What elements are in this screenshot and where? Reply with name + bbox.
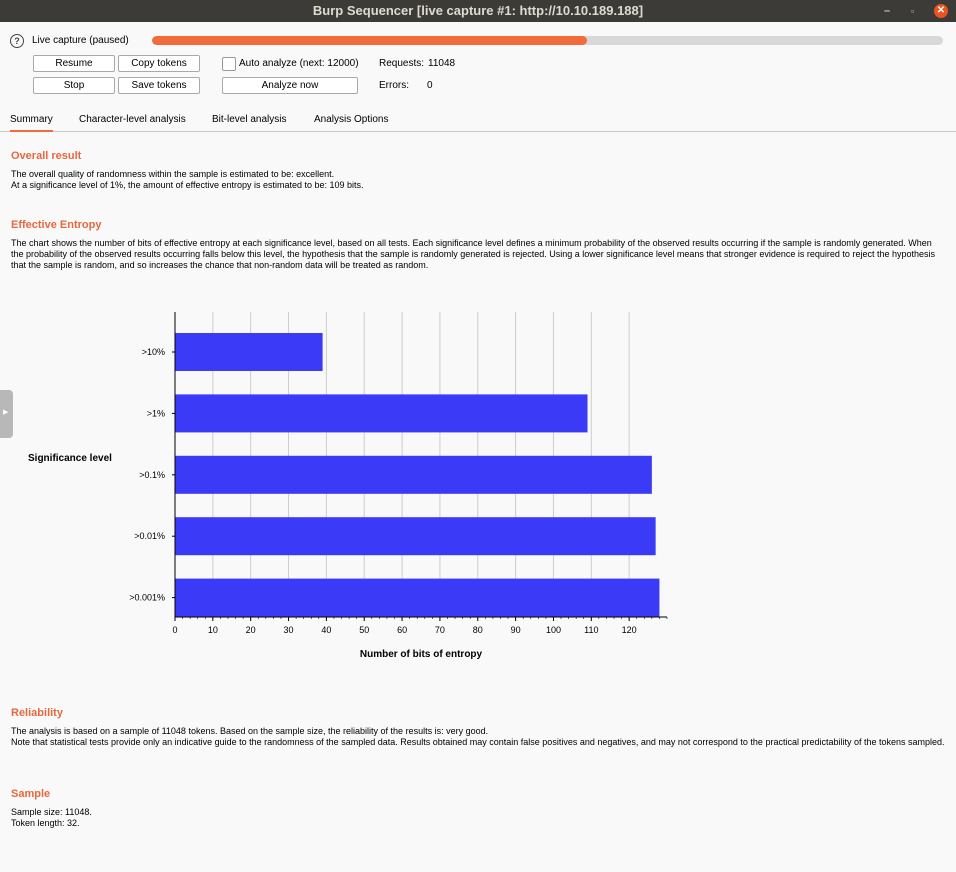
chart-ylabel: Significance level [28,453,112,464]
maximize-icon[interactable]: ▫ [911,6,915,16]
y-tick-label: >0.01% [134,531,165,542]
resume-button[interactable]: Resume [33,55,115,72]
x-tick-label: 80 [472,625,483,635]
reliability-line1: The analysis is based on a sample of 11048 tokens. Based on the sample size, the reliability of the results is: very good. [11,726,489,736]
sample-heading: Sample [11,788,51,800]
capture-progress-fill [152,36,587,45]
overall-result-line2: At a significance level of 1%, the amount of effective entropy is estimated to be: 109 bits. [11,180,364,190]
auto-analyze-checkbox[interactable] [222,57,236,71]
tab-bar [0,110,956,132]
capture-progress-bar [152,36,943,45]
entropy-chart [0,290,956,690]
bar [175,394,588,432]
save-tokens-button[interactable]: Save tokens [118,77,200,94]
close-icon[interactable]: ✕ [934,4,948,18]
analyze-now-button[interactable]: Analyze now [222,77,358,94]
x-tick-label: 50 [359,625,370,635]
title-bar [0,0,956,22]
x-tick-label: 30 [283,625,294,635]
sample-size: Sample size: 11048. [11,807,92,817]
overall-result-heading: Overall result [11,150,82,162]
x-tick-label: 0 [172,625,178,635]
errors-label: Errors: [379,80,409,91]
x-tick-label: 100 [545,625,561,635]
x-tick-label: 40 [321,625,332,635]
expand-arrow-icon: ▶ [3,409,9,416]
y-tick-label: >1% [146,408,165,419]
bar [175,579,659,617]
errors-value: 0 [427,80,433,91]
minimize-icon[interactable]: – [884,5,891,17]
y-tick-label: >10% [141,347,165,357]
tab-bit-level-analysis[interactable]: Bit-level analysis [212,114,287,125]
bar [175,333,323,371]
reliability-heading: Reliability [11,707,63,719]
x-tick-label: 70 [434,625,445,635]
capture-status: Live capture (paused) [32,35,129,46]
chart-xlabel: Number of bits of entropy [359,649,483,660]
requests-label: Requests: [379,58,425,69]
bar [175,456,652,494]
effective-entropy-heading: Effective Entropy [11,219,102,231]
x-tick-label: 110 [584,625,599,635]
bar [175,517,656,555]
y-tick-label: >0.1% [139,469,165,480]
tab-summary[interactable]: Summary [10,114,53,132]
x-tick-label: 60 [397,625,408,635]
auto-analyze-label: Auto analyze (next: 12000) [239,58,359,69]
tab-character-level-analysis[interactable]: Character-level analysis [79,114,186,125]
requests-value: 11048 [428,58,456,69]
x-tick-label: 120 [621,625,637,635]
x-tick-label: 90 [510,625,521,635]
y-tick-label: >0.001% [129,592,165,603]
x-tick-label: 10 [207,625,218,635]
copy-tokens-button[interactable]: Copy tokens [118,55,200,72]
tab-analysis-options[interactable]: Analysis Options [314,114,389,125]
token-length: Token length: 32. [11,818,80,828]
overall-result-line1: The overall quality of randomness within the sample is estimated to be: excellent. [11,169,335,179]
stop-button[interactable]: Stop [33,77,115,94]
help-icon[interactable]: ? [10,34,24,48]
reliability-line2: Note that statistical tests provide only an indicative guide to the randomness of the sampled data. Results obtained may contain false positives and negatives, and may not correspond to the practical predictability of the tokens sampled. [11,737,945,747]
effective-entropy-text: The chart shows the number of bits of effective entropy at each significance level, based on all tests. Each significance level defines a minimum probability of the observed results occurring if the sample is randomly generated. When the probability of the observed results occurring falls below this level, the hypothesis that the sample is randomly generated is rejected. Using a lower significance level means that stronger evidence is required to reject the hypothesis that the sample is random, and so increases the chance that non-random data will be treated as random. [11,238,935,270]
x-tick-label: 20 [245,625,256,635]
window-title: Burp Sequencer [live capture #1: http://10.10.189.188] [312,3,644,18]
